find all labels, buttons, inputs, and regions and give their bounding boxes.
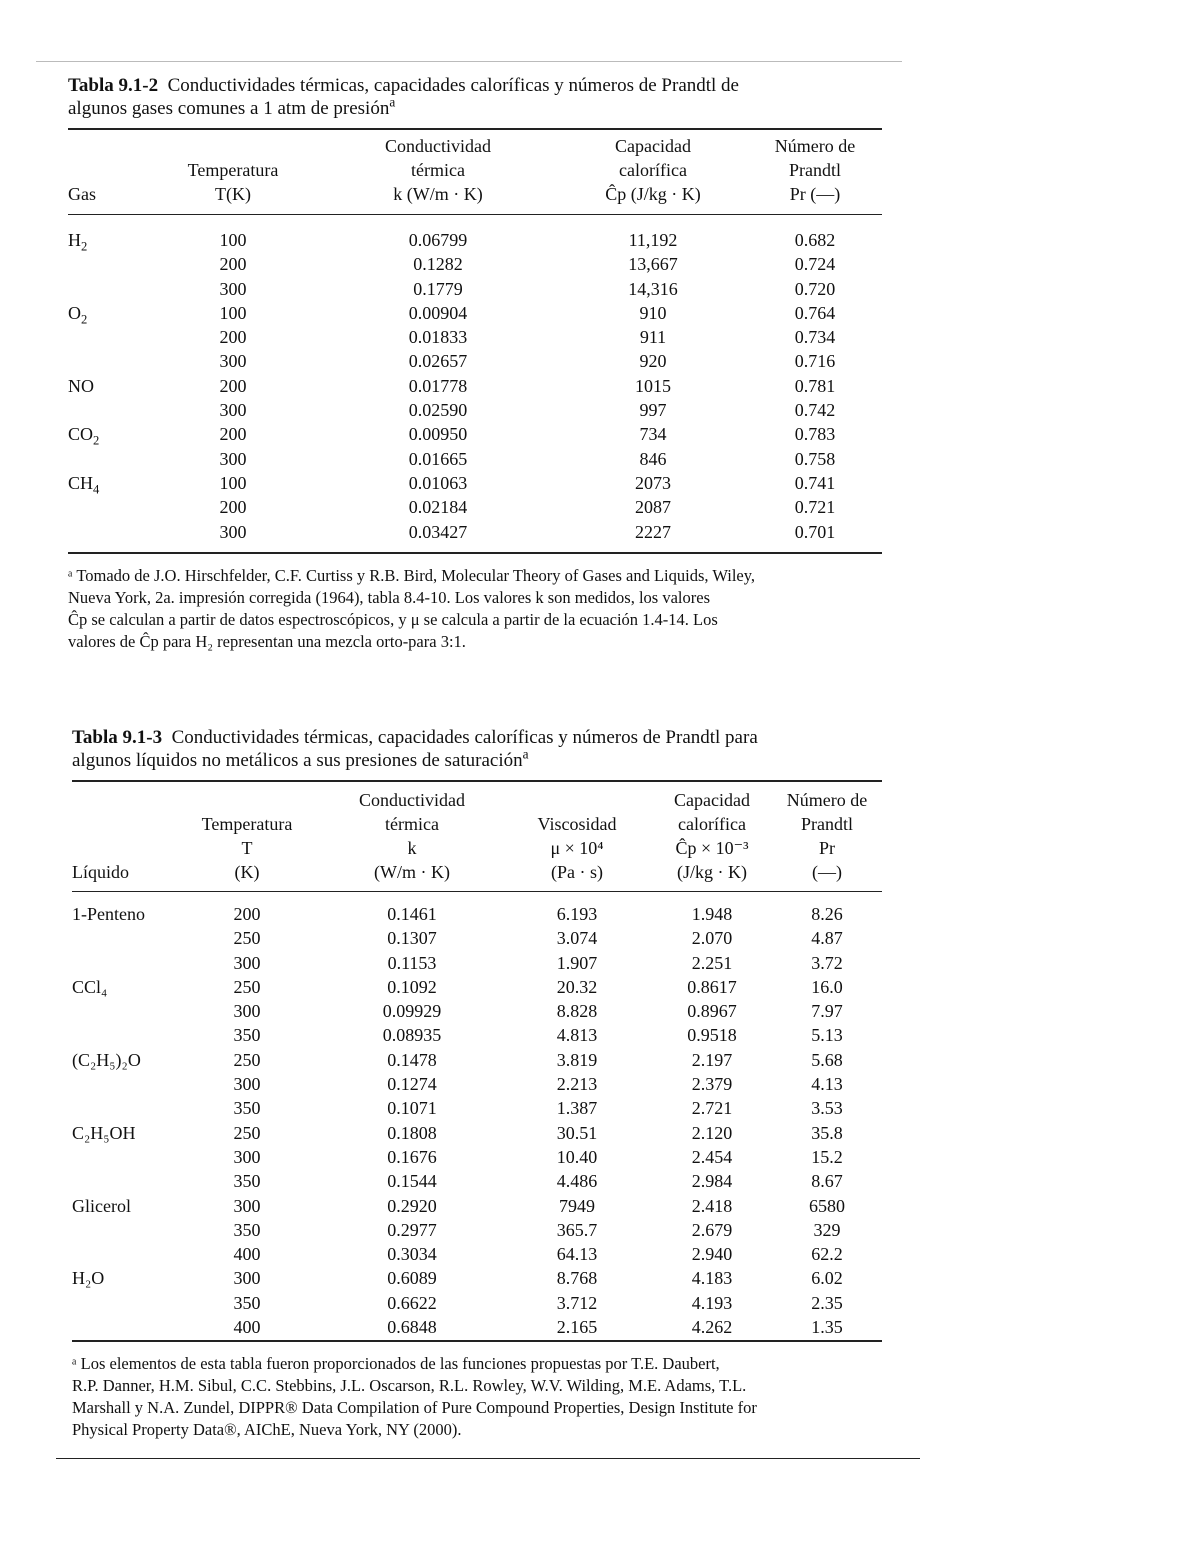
table2-footnote-line: Physical Property Data®, AIChE, Nueva York, NY (2000). [72,1420,462,1439]
table2-cell-viscosity: 4.486 [556,1171,598,1192]
table1-header-rule [68,214,882,215]
table1-header-temp: Temperatura T(K) [187,160,279,204]
table2-cell-prandtl: 6.02 [811,1268,843,1289]
table1-title-sup: a [389,94,396,110]
table2-cell-heat-capacity: 2.454 [691,1146,733,1167]
table2-cell-liquid: 1-Penteno [72,904,145,924]
table1-title-line2: algunos gases comunes a 1 atm de presión [68,98,390,119]
table1-cell-conductivity: 0.00950 [408,424,468,445]
table2-cell-heat-capacity: 2.940 [691,1244,733,1265]
table1-cell-temperature: 200 [219,497,247,518]
table2-cell-viscosity: 3.712 [556,1292,598,1313]
table1-cell-heat-capacity: 1015 [635,375,671,396]
table2-cell-viscosity: 30.51 [556,1122,598,1143]
table1-header-cp: Capacidad calorífica Ĉp (J/kg · K) [605,136,701,204]
table1-cell-gas [68,374,148,398]
table2-cell-liquid [72,999,172,1023]
gas-formula: NO [68,375,94,396]
table2-cell-viscosity: 4.813 [556,1025,598,1046]
table2-row [72,1242,882,1266]
table2-footnote-line: Marshall y N.A. Zundel, DIPPR® Data Compilation of Pure Compound Properties, Design Institute for [72,1398,757,1417]
table2-cell-prandtl: 6580 [809,1195,845,1216]
table2-cell-conductivity: 0.3034 [387,1244,437,1265]
table2-cell-temperature: 300 [233,952,261,973]
table2-row [72,999,882,1023]
table2-cell-temperature: 200 [233,904,261,924]
table2-cell-conductivity: 0.09929 [382,1001,442,1022]
table1-cell-temperature: 200 [219,254,247,275]
table1-header-pr: Número de Prandtl Pr (—) [774,136,856,204]
table1-cell-prandtl: 0.682 [794,230,836,250]
table2-cell-heat-capacity: 2.418 [691,1195,733,1216]
table2-cell-viscosity: 2.213 [556,1074,598,1095]
table2-cell-heat-capacity: 2.197 [691,1049,733,1070]
table1-cell-heat-capacity: 997 [639,400,667,421]
table2-cell-heat-capacity: 2.070 [691,928,733,949]
table2-cell-heat-capacity: 2.379 [691,1074,733,1095]
table2-cell-temperature: 350 [233,1292,261,1313]
table2-cell-temperature: 400 [233,1244,261,1265]
table2-footnote [72,1353,892,1441]
table1-cell-conductivity: 0.02184 [408,497,468,518]
table2-row [72,1096,882,1120]
table2-row [72,1072,882,1096]
table1-footnote-line: ᵃ Tomado de J.O. Hirschfelder, C.F. Curtiss y R.B. Bird, Molecular Theory of Gases and Liquids, Wiley, [68,566,756,585]
table2-cell-viscosity: 6.193 [556,904,598,924]
table1-cell-gas [68,277,148,301]
table2-cell-conductivity: 0.6848 [387,1317,437,1338]
table1-body [68,228,882,544]
table2-cell-liquid [72,1023,172,1047]
table2-cell-conductivity: 0.2920 [387,1195,437,1216]
table2-cell-temperature: 350 [233,1171,261,1192]
table2-cell-temperature: 250 [233,1049,261,1070]
table2-cell-prandtl: 3.53 [811,1098,843,1119]
table2-title-line1: Conductividades térmicas, capacidades caloríficas y números de Prandtl para [171,727,758,748]
table2-cell-heat-capacity: 4.262 [691,1317,733,1338]
table2-row [72,1291,882,1315]
table1-cell-conductivity: 0.1779 [413,278,463,299]
table2-title [72,726,892,772]
table2-cell-viscosity: 10.40 [556,1146,598,1167]
table1-cell-temperature: 300 [219,448,247,469]
table1-footnote-line: Ĉp se calculan a partir de datos espectroscópicos, y μ se calcula a partir de la ecuación 1.4-14. Los [68,610,718,629]
table1-cell-conductivity: 0.02590 [408,400,468,421]
table2-cell-viscosity: 1.387 [556,1098,598,1119]
table1-cell-prandtl: 0.781 [794,375,836,396]
table2-header-pr: Número de Prandtl Pr (—) [786,790,868,882]
table1-cell-gas [68,422,148,446]
table2-cell-temperature: 300 [233,1268,261,1289]
table2-row [72,1023,882,1047]
table2-cell-temperature: 350 [233,1219,261,1240]
table1-cell-gas [68,398,148,422]
gas-formula: CH [68,472,94,493]
table1-cell-heat-capacity: 2073 [635,472,671,493]
table2-cell-prandtl: 1.35 [811,1317,843,1338]
table2-header-temp: Temperatura T (K) [201,814,293,882]
table2-cell-prandtl: 16.0 [811,976,843,997]
table2-header-cp: Capacidad calorífica Ĉp × 10⁻³ (J/kg · K) [674,790,750,882]
table2-title-sup: a [522,746,529,762]
table1-cell-prandtl: 0.734 [794,327,836,348]
table1-cell-gas [68,252,148,276]
table1-cell-temperature: 200 [219,327,247,348]
table2-row [72,902,882,926]
table2-bottom-rule [72,1340,882,1342]
table2-row [72,1145,882,1169]
table1-cell-conductivity: 0.01833 [408,327,468,348]
table2-cell-temperature: 250 [233,928,261,949]
table2-header [72,788,882,884]
table1-cell-temperature: 100 [219,302,247,323]
table1-cell-temperature: 100 [219,472,247,493]
table2-cell-liquid [72,1315,172,1339]
table1-cell-gas [68,447,148,471]
table2-header-rule [72,891,882,892]
table2-cell-heat-capacity: 0.8967 [687,1001,737,1022]
table2-cell-temperature: 350 [233,1098,261,1119]
table1-row [68,471,882,495]
table1-row [68,228,882,252]
table2-cell-liquid: Glicerol [72,1195,131,1216]
table1-cell-gas [68,301,148,325]
table2-cell-temperature: 300 [233,1195,261,1216]
table1-cell-gas [68,520,148,544]
table2-top-rule [72,780,882,782]
table2-cell-heat-capacity: 0.9518 [687,1025,737,1046]
table1-header-k: Conductividad térmica k (W/m · K) [385,136,491,204]
table2-cell-heat-capacity: 4.183 [691,1268,733,1289]
table2-header-mu: Viscosidad μ × 10⁴ (Pa · s) [537,814,617,882]
table2-cell-liquid: CCl₄ [72,976,108,997]
gas-formula: H [68,230,81,250]
table1-footnote-line: Nueva York, 2a. impresión corregida (1964), tabla 8.4-10. Los valores k son medidos, los valores [68,588,711,607]
table2-cell-viscosity: 20.32 [556,976,598,997]
table2-cell-temperature: 350 [233,1025,261,1046]
table2-row [72,1266,882,1290]
table2-cell-prandtl: 4.13 [811,1074,843,1095]
table1-cell-gas [68,471,148,495]
table1-cell-prandtl: 0.758 [794,448,836,469]
table2-body [72,902,882,1339]
table1-label: Tabla 9.1-2 [68,75,159,96]
table1-row [68,447,882,471]
table1-cell-gas [68,495,148,519]
table1-row [68,374,882,398]
table1-row [68,398,882,422]
table1-cell-prandtl: 0.721 [794,497,836,518]
table2-cell-conductivity: 0.1092 [387,976,437,997]
table1-top-rule [68,128,882,130]
table1-title-line1: Conductividades térmicas, capacidades caloríficas y números de Prandtl de [167,75,739,96]
table1-cell-prandtl: 0.701 [794,521,836,542]
table1-cell-prandtl: 0.724 [794,254,836,275]
table1-cell-conductivity: 0.01778 [408,375,468,396]
table2-cell-liquid: H₂O [72,1268,105,1289]
table1-row [68,277,882,301]
table2-cell-prandtl: 5.13 [811,1025,843,1046]
gas-formula-subscript: 2 [81,312,88,327]
table1-cell-heat-capacity: 846 [639,448,667,469]
table1-bottom-rule [68,552,882,554]
table2-footnote-line: R.P. Danner, H.M. Sibul, C.C. Stebbins, J.L. Oscarson, R.L. Rowley, W.V. Wilding, M.E. Adams, T.L. [72,1376,747,1395]
table2-cell-temperature: 300 [233,1074,261,1095]
table2-row [72,1315,882,1339]
table1-cell-conductivity: 0.03427 [408,521,468,542]
table2-row [72,1048,882,1072]
table2-cell-viscosity: 365.7 [556,1219,598,1240]
table2-cell-viscosity: 1.907 [556,952,598,973]
table1-cell-prandtl: 0.783 [794,424,836,445]
table1-cell-temperature: 300 [219,351,247,372]
table2-cell-conductivity: 0.1307 [387,928,437,949]
table1-cell-conductivity: 0.01063 [408,472,468,493]
table1-cell-conductivity: 0.1282 [413,254,463,275]
table2-cell-prandtl: 5.68 [811,1049,843,1070]
table1-cell-heat-capacity: 14,316 [628,278,678,299]
table2-cell-temperature: 250 [233,1122,261,1143]
table2-row [72,1121,882,1145]
table2-cell-liquid [72,1096,172,1120]
table2-cell-conductivity: 0.1071 [387,1098,437,1119]
table2-row [72,951,882,975]
table1-cell-conductivity: 0.06799 [408,230,468,250]
table2-row [72,1218,882,1242]
table2-cell-temperature: 250 [233,976,261,997]
gas-formula: CO [68,424,94,445]
table1-cell-heat-capacity: 734 [639,424,667,445]
table1-cell-conductivity: 0.01665 [408,448,468,469]
table2-cell-temperature: 300 [233,1146,261,1167]
table2-cell-liquid [72,926,172,950]
table2-cell-conductivity: 0.6622 [387,1292,437,1313]
table2-cell-heat-capacity: 4.193 [691,1292,733,1313]
table1-cell-heat-capacity: 2227 [635,521,671,542]
table1-cell-prandtl: 0.720 [794,278,836,299]
table2-cell-conductivity: 0.1274 [387,1074,437,1095]
table2-cell-liquid [72,1291,172,1315]
table1-cell-heat-capacity: 13,667 [628,254,678,275]
table2-cell-conductivity: 0.08935 [382,1025,442,1046]
table2-footnote-line: ᵃ Los elementos de esta tabla fueron proporcionados de las funciones propuestas por T.E. Daubert, [72,1354,720,1373]
table2-cell-conductivity: 0.1676 [387,1146,437,1167]
table2-cell-heat-capacity: 2.984 [691,1171,733,1192]
table2-cell-liquid [72,951,172,975]
table2-cell-conductivity: 0.1544 [387,1171,437,1192]
table2-cell-temperature: 400 [233,1317,261,1338]
table2-cell-viscosity: 3.074 [556,928,598,949]
table2-header-liquid: Líquido [72,862,129,882]
table1-cell-heat-capacity: 920 [639,351,667,372]
table1-footnote [68,565,888,653]
table2-row [72,926,882,950]
gas-formula-subscript: 4 [93,482,100,497]
table1-cell-prandtl: 0.716 [794,351,836,372]
table1-cell-temperature: 300 [219,278,247,299]
table1-cell-conductivity: 0.02657 [408,351,468,372]
table2-cell-prandtl: 2.35 [811,1292,843,1313]
table2-label: Tabla 9.1-3 [72,727,163,748]
table2-cell-liquid: C₂H₅OH [72,1122,136,1143]
gas-formula-subscript: 2 [81,239,88,254]
table2-cell-liquid [72,1242,172,1266]
table2-cell-conductivity: 0.1153 [387,952,437,973]
table2-cell-viscosity: 8.768 [556,1268,598,1289]
table1-cell-gas [68,228,148,252]
table2-cell-conductivity: 0.1478 [387,1049,437,1070]
table2-cell-prandtl: 35.8 [811,1122,843,1143]
table1-header-gas: Gas [68,184,96,204]
page-bottom-rule [56,1458,920,1459]
table1-header [68,134,882,206]
table2-cell-conductivity: 0.1461 [387,904,437,924]
table1-cell-temperature: 100 [219,230,247,250]
table2-cell-heat-capacity: 2.679 [691,1219,733,1240]
table1-row [68,325,882,349]
table1-cell-heat-capacity: 11,192 [628,230,678,250]
table2-cell-viscosity: 3.819 [556,1049,598,1070]
table2-cell-liquid: (C₂H₅)₂O [72,1049,141,1070]
table2-cell-prandtl: 8.67 [811,1171,843,1192]
table1-row [68,349,882,373]
table2-cell-heat-capacity: 2.721 [691,1098,733,1119]
table2-title-line2: algunos líquidos no metálicos a sus presiones de saturación [72,750,523,771]
table2-cell-viscosity: 8.828 [556,1001,598,1022]
table1-row [68,495,882,519]
page-top-rule [36,61,902,62]
table1-cell-gas [68,349,148,373]
table2-cell-prandtl: 329 [813,1219,841,1240]
table1-footnote-line: valores de Ĉp para H₂ representan una mezcla orto-para 3:1. [68,632,466,651]
table2-row [72,975,882,999]
gas-formula-subscript: 2 [93,433,100,448]
table1-row [68,252,882,276]
table2-row [72,1194,882,1218]
table1-title [68,74,888,120]
table2-cell-viscosity: 7949 [559,1195,595,1216]
table2-cell-viscosity: 64.13 [556,1244,598,1265]
table2-cell-liquid [72,1145,172,1169]
table2-cell-liquid [72,1169,172,1193]
table1-cell-prandtl: 0.741 [794,472,836,493]
table1-cell-temperature: 200 [219,424,247,445]
table2-header-k: Conductividad térmica k (W/m · K) [359,790,465,882]
table2-cell-temperature: 300 [233,1001,261,1022]
table1-cell-heat-capacity: 911 [639,327,667,348]
table2-cell-heat-capacity: 0.8617 [687,976,737,997]
table2-cell-prandtl: 4.87 [811,928,843,949]
table2-row [72,1169,882,1193]
table1-cell-temperature: 300 [219,521,247,542]
table1-row [68,520,882,544]
table1-row [68,301,882,325]
table1-cell-heat-capacity: 910 [639,302,667,323]
table2-cell-conductivity: 0.2977 [387,1219,437,1240]
table2-cell-prandtl: 3.72 [811,952,843,973]
table1-cell-prandtl: 0.764 [794,302,836,323]
table1-cell-temperature: 200 [219,375,247,396]
table1-cell-temperature: 300 [219,400,247,421]
table2-cell-heat-capacity: 2.251 [691,952,733,973]
table2-cell-liquid [72,1218,172,1242]
table2-cell-heat-capacity: 2.120 [691,1122,733,1143]
table1-row [68,422,882,446]
table1-cell-prandtl: 0.742 [794,400,836,421]
gas-formula: O [68,302,81,323]
table1-cell-conductivity: 0.00904 [408,302,468,323]
table1-cell-gas [68,325,148,349]
table2-cell-heat-capacity: 1.948 [691,904,733,924]
table2-cell-prandtl: 7.97 [811,1001,843,1022]
table2-cell-liquid [72,1072,172,1096]
table2-cell-prandtl: 8.26 [811,904,843,924]
table2-cell-conductivity: 0.1808 [387,1122,437,1143]
table2-cell-prandtl: 15.2 [811,1146,843,1167]
table1-cell-heat-capacity: 2087 [635,497,671,518]
table2-cell-viscosity: 2.165 [556,1317,598,1338]
table2-cell-prandtl: 62.2 [811,1244,843,1265]
table2-cell-conductivity: 0.6089 [387,1268,437,1289]
